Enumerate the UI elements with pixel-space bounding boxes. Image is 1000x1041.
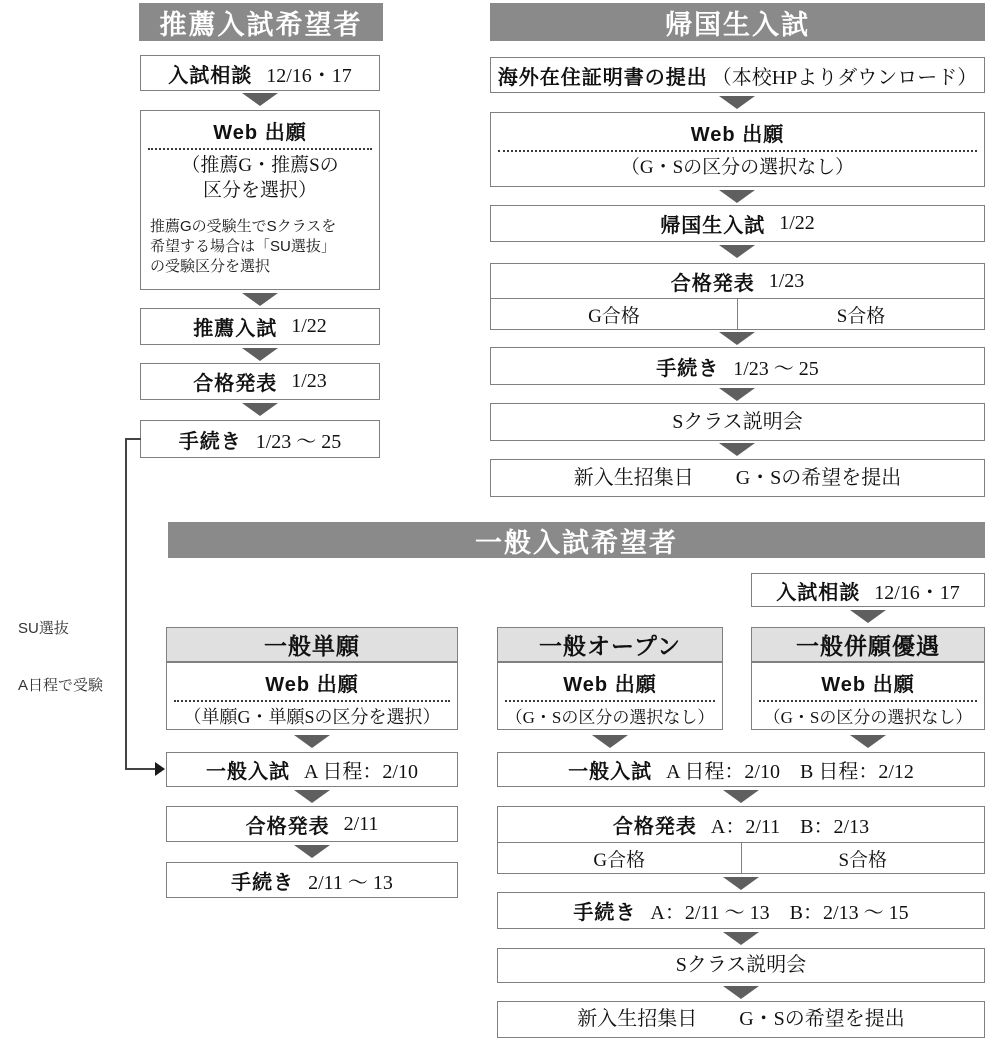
certificate-label: 海外在住証明書の提出	[497, 66, 708, 89]
exam-date: A 日程：2/10 B 日程：2/12	[666, 761, 914, 783]
exam-label: 帰国生入試	[660, 215, 766, 237]
down-arrow-icon	[242, 348, 278, 361]
heigan-header: 一般併願優遇	[751, 627, 985, 662]
consult-label: 入試相談	[168, 64, 253, 87]
procedure-label: 手続き	[231, 871, 295, 894]
gather-note: G・Sの希望を提出	[739, 1008, 905, 1030]
suisen-web-apply-box	[140, 110, 380, 290]
suisen-header: 推薦入試希望者	[139, 3, 383, 41]
exam-label: 推薦入試	[193, 318, 278, 340]
open-web-apply-box	[497, 662, 723, 730]
open-header: 一般オープン	[497, 627, 723, 662]
tanka-announce-box	[166, 806, 458, 842]
dotted-divider	[759, 700, 977, 702]
down-arrow-icon	[294, 790, 330, 803]
suisen-note	[141, 203, 379, 277]
down-arrow-icon	[294, 735, 330, 748]
heigan-web-apply-box	[751, 662, 985, 730]
down-arrow-icon	[723, 986, 759, 999]
down-arrow-icon	[719, 96, 755, 109]
procedure-date: 1/23 ～ 25	[733, 357, 819, 380]
ippan-header: 一般入試希望者	[168, 522, 985, 558]
merged-exam-box	[497, 752, 985, 787]
su-senbatsu-line1: SU選抜	[18, 620, 69, 637]
kikoku-header: 帰国生入試	[490, 3, 985, 41]
down-arrow-icon	[850, 610, 886, 623]
down-arrow-icon	[719, 443, 755, 456]
tanka-web-apply-box	[166, 662, 458, 730]
suisen-exam-box	[140, 308, 380, 345]
announce-label: 合格発表	[670, 272, 755, 295]
exam-label: 一般入試	[568, 761, 653, 783]
su-senbatsu-line2: A日程で受験	[18, 677, 104, 694]
pass-g-cell: G合格	[593, 850, 646, 871]
down-arrow-icon	[719, 245, 755, 258]
web-apply-title: Web 出願	[690, 124, 785, 146]
announce-date: 1/23	[291, 370, 327, 392]
note-line: 希望する場合は「SU選抜」	[150, 238, 336, 255]
gather-label: 新入生招集日	[577, 1008, 698, 1030]
down-arrow-icon	[723, 790, 759, 803]
kikoku-certificate-box	[490, 57, 985, 93]
procedure-date: 1/23 ～ 25	[255, 430, 342, 453]
kikoku-web-apply-box	[490, 112, 985, 187]
exam-date: A 日程：2/10	[304, 761, 418, 783]
down-arrow-icon	[723, 877, 759, 890]
web-apply-selection: （G・Sの区分の選択なし）	[505, 708, 715, 727]
down-arrow-icon	[592, 735, 628, 748]
tanka-exam-box	[166, 752, 458, 787]
dotted-divider	[174, 700, 450, 702]
procedure-date: 2/11 ～ 13	[308, 871, 393, 894]
web-apply-selection: 区分を選択）	[202, 180, 317, 201]
merged-procedure-box	[497, 892, 985, 929]
kikoku-announce-box	[490, 263, 985, 330]
dotted-divider	[148, 148, 372, 150]
tanka-header: 一般単願	[166, 627, 458, 662]
down-arrow-icon	[242, 293, 278, 306]
web-apply-title: Web 出願	[265, 674, 359, 696]
pass-s-cell: S合格	[741, 843, 985, 874]
kikoku-gather-box	[490, 459, 985, 497]
certificate-note: （本校HPよりダウンロード）	[711, 66, 978, 89]
web-apply-title: Web 出願	[213, 122, 307, 144]
consult-date: 12/16・17	[266, 64, 352, 87]
su-senbatsu-note	[18, 581, 103, 733]
consult-label: 入試相談	[776, 581, 861, 604]
suisen-procedure-box	[140, 420, 380, 458]
consult-date: 12/16・17	[874, 581, 960, 604]
sclass-label: Sクラス説明会	[675, 954, 807, 976]
announce-label: 合格発表	[245, 815, 330, 838]
procedure-label: 手続き	[178, 430, 242, 453]
web-apply-title: Web 出願	[563, 674, 657, 696]
exam-label: 一般入試	[206, 761, 291, 783]
kikoku-exam-box	[490, 205, 985, 242]
suisen-consult-box	[140, 55, 380, 91]
down-arrow-icon	[719, 388, 755, 401]
announce-label: 合格発表	[612, 816, 697, 838]
sclass-label: Sクラス説明会	[672, 410, 803, 433]
web-apply-selection: （G・Sの区分の選択なし）	[620, 157, 855, 178]
dotted-divider	[498, 150, 977, 152]
procedure-label: 手続き	[573, 902, 637, 924]
tanka-procedure-box	[166, 862, 458, 898]
exam-date: 1/22	[291, 315, 327, 337]
down-arrow-icon	[242, 93, 278, 106]
connector-line-bottom	[125, 768, 156, 770]
ippan-consult-box	[751, 573, 985, 607]
note-line: 推薦Gの受験生でSクラスを	[150, 218, 337, 235]
connector-line-vertical	[125, 438, 127, 770]
down-arrow-icon	[242, 403, 278, 416]
procedure-label: 手続き	[656, 357, 720, 380]
suisen-announce-box	[140, 363, 380, 400]
pass-g-cell: G合格	[588, 306, 640, 327]
web-apply-selection: （推薦G・推薦Sの	[181, 155, 339, 176]
merged-gather-box	[497, 1001, 985, 1038]
announce-date: 2/11	[343, 812, 379, 835]
web-apply-title: Web 出願	[821, 674, 915, 696]
dotted-divider	[505, 700, 715, 702]
merged-sclass-box	[497, 948, 985, 983]
kikoku-procedure-box	[490, 347, 985, 385]
merged-announce-box	[497, 806, 985, 874]
announce-date: 1/23	[768, 269, 805, 292]
right-arrow-icon	[155, 762, 165, 776]
exam-date: 1/22	[779, 212, 815, 234]
pass-s-cell: S合格	[737, 299, 984, 330]
down-arrow-icon	[294, 845, 330, 858]
procedure-date: A：2/11 ～ 13 B：2/13 ～ 15	[650, 902, 909, 924]
down-arrow-icon	[850, 735, 886, 748]
down-arrow-icon	[719, 190, 755, 203]
gather-label: 新入生招集日	[573, 466, 694, 489]
connector-line-top	[125, 438, 141, 440]
note-line: の受験区分を選択	[150, 258, 271, 275]
announce-label: 合格発表	[193, 373, 278, 395]
down-arrow-icon	[719, 332, 755, 345]
web-apply-selection: （単願G・単願Sの区分を選択）	[183, 707, 441, 727]
gather-note: G・Sの希望を提出	[735, 466, 902, 489]
kikoku-sclass-box	[490, 403, 985, 441]
web-apply-selection: （G・Sの区分の選択なし）	[763, 708, 973, 727]
announce-date: A：2/11 B：2/13	[710, 816, 870, 838]
down-arrow-icon	[723, 932, 759, 945]
